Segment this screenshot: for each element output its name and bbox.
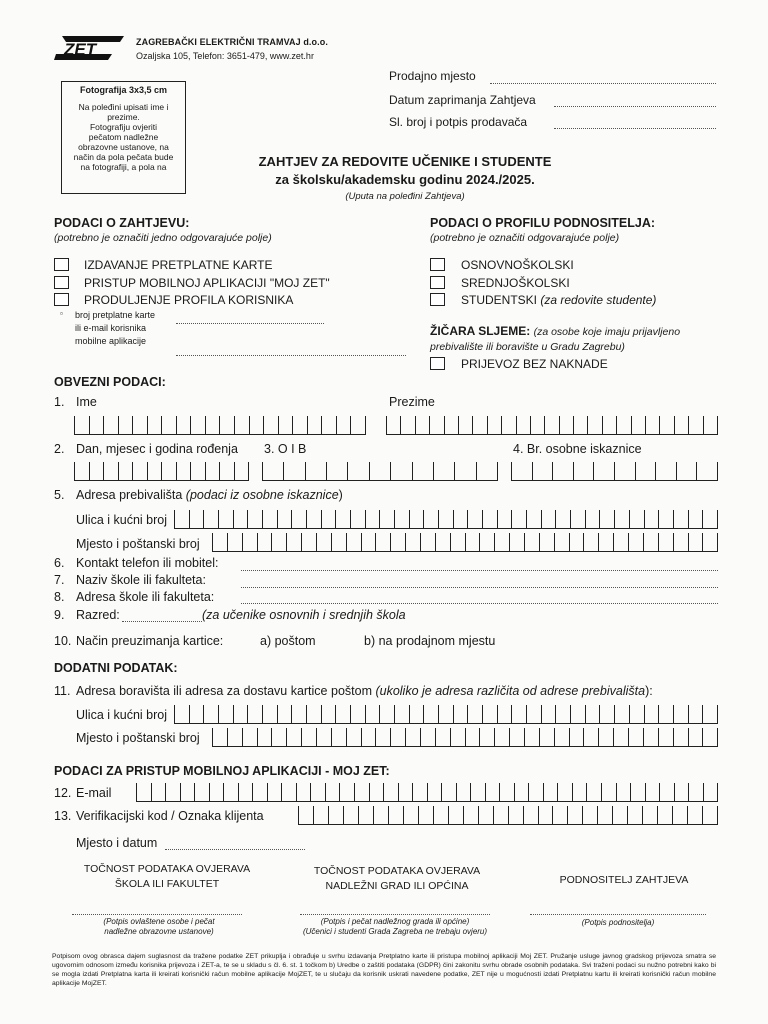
photo-title: Fotografija 3x3,5 cm bbox=[79, 85, 168, 95]
id-card-boxes[interactable] bbox=[511, 462, 718, 481]
student-note: (za redovite studente) bbox=[540, 293, 657, 307]
city-signature-note: (Potpis i pečat nadležnog grada ili općine) (Učenici i studenti Grada Zagreba ne trebaju ovjeru) bbox=[302, 917, 488, 936]
form-title: ZAHTJEV ZA REDOVITE UČENIKE I STUDENTE bbox=[258, 154, 552, 169]
name-label: Ime bbox=[76, 395, 97, 409]
oib-label: 3. O I B bbox=[264, 442, 307, 456]
cable-car-heading: ŽIČARA SLJEME: bbox=[430, 324, 531, 338]
email-boxes[interactable] bbox=[136, 783, 718, 802]
school-address-label: Adresa škole ili fakulteta: bbox=[76, 590, 215, 604]
checkbox-primary[interactable] bbox=[430, 258, 445, 271]
city-label: Mjesto i poštanski broj bbox=[76, 537, 200, 551]
receipt-date-label: Datum zaprimanja Zahtjeva bbox=[389, 93, 536, 107]
place-date-line[interactable] bbox=[165, 849, 305, 850]
request-note: (potrebno je označiti jedno odgovarajuće polje) bbox=[54, 232, 272, 244]
phone-line[interactable] bbox=[241, 570, 718, 571]
cable-car-line1 bbox=[430, 324, 680, 338]
school-verification-label: TOČNOST PODATAKA OVJERAVA ŠKOLA ILI FAKULTET bbox=[83, 863, 251, 890]
company-name: ZAGREBAČKI ELEKTRIČNI TRAMVAJ d.o.o. bbox=[136, 37, 328, 47]
school-name-label: Naziv škole ili fakulteta: bbox=[76, 573, 206, 587]
field-number: 9. bbox=[54, 608, 65, 622]
phone-label: Kontakt telefon ili mobitel: bbox=[76, 556, 219, 570]
cable-car-note-2: prebivalište ili boravište u Gradu Zagrebu) bbox=[430, 341, 625, 353]
field-number: 5. bbox=[54, 488, 65, 502]
grade-line[interactable] bbox=[122, 621, 202, 622]
mobile-heading: PODACI ZA PRISTUP MOBILNOJ APLIKACIJI - MOJ ZET: bbox=[54, 764, 390, 778]
mandatory-heading: OBVEZNI PODACI: bbox=[54, 375, 166, 389]
profile-heading: PODACI O PROFILU PODNOSITELJA: bbox=[430, 216, 656, 230]
field-number: 2. bbox=[54, 442, 65, 456]
residence-label: Adresa prebivališta (podaci iz osobne iskaznice) bbox=[76, 488, 343, 502]
alt-street-boxes[interactable] bbox=[174, 705, 718, 724]
checkbox-mobile-app[interactable] bbox=[54, 276, 69, 289]
verification-code-label: Verifikacijski kod / Oznaka klijenta bbox=[76, 809, 264, 823]
city-verification-label: TOČNOST PODATAKA OVJERAVA NADLEŽNI GRAD ILI OPĆINA bbox=[313, 865, 481, 892]
option-issue-card: IZDAVANJE PRETPLATNE KARTE bbox=[84, 258, 273, 272]
checkbox-issue-card[interactable] bbox=[54, 258, 69, 271]
photo-instruction: obrazovne ustanove, na bbox=[78, 142, 169, 152]
pickup-option-store[interactable]: b) na prodajnom mjestu bbox=[364, 634, 496, 648]
checkbox-student[interactable] bbox=[430, 293, 445, 306]
applicant-signature-line[interactable] bbox=[530, 914, 706, 915]
field-number: 13. bbox=[54, 809, 72, 823]
checkbox-secondary[interactable] bbox=[430, 276, 445, 289]
form-subtitle: za školsku/akademsku godinu 2024./2025. bbox=[275, 172, 535, 187]
photo-instruction: Na poleđini upisati ime i bbox=[78, 102, 169, 112]
pickup-label: Način preuzimanja kartice: bbox=[76, 634, 224, 648]
form-title-note: (Uputa na poleđini Zahtjeva) bbox=[345, 191, 465, 202]
school-address-line[interactable] bbox=[241, 603, 718, 604]
photo-instruction: način da pola pečata bude bbox=[73, 152, 174, 162]
surname-label: Prezime bbox=[389, 395, 435, 409]
city-signature-line[interactable] bbox=[300, 914, 490, 915]
field-number: 11. bbox=[54, 684, 71, 698]
dob-label: Dan, mjesec i godina rođenja bbox=[76, 442, 238, 456]
option-mobile-app: PRISTUP MOBILNOJ APLIKACIJI "MOJ ZET" bbox=[84, 276, 330, 290]
place-date-label: Mjesto i datum bbox=[76, 836, 158, 850]
seller-id-label: Sl. broj i potpis prodavača bbox=[389, 115, 528, 129]
alt-address-note: (ukoliko je adresa različita od adrese prebivališta bbox=[375, 684, 646, 698]
alt-street-label: Ulica i kućni broj bbox=[76, 708, 168, 722]
street-boxes[interactable] bbox=[174, 510, 718, 529]
logo-text: ZET bbox=[64, 40, 97, 59]
photo-instruction: Fotografiju ovjeriti bbox=[89, 122, 158, 132]
applicant-signature-note: (Potpis podnositelja) bbox=[581, 918, 655, 927]
alt-address-label: Adresa boravišta ili adresa za dostavu kartice poštom (ukoliko je adresa različita od adrese prebivališta): bbox=[76, 684, 653, 698]
sales-point-label: Prodajno mjesto bbox=[389, 69, 476, 83]
alt-city-boxes[interactable] bbox=[212, 728, 718, 747]
photo-box bbox=[61, 81, 186, 194]
photo-instruction: pečatom nadležne bbox=[88, 132, 159, 142]
cable-car-note: (za osobe koje imaju prijavljeno bbox=[533, 326, 681, 338]
option-primary: OSNOVNOŠKOLSKI bbox=[461, 258, 574, 272]
bullet-icon: ▫ bbox=[60, 309, 63, 318]
residence-note: (podaci iz osobne iskaznice bbox=[185, 488, 339, 502]
card-number-label: broj pretplatne karte ili e-mail korisnika mobilne aplikacije bbox=[75, 310, 156, 346]
verification-code-boxes[interactable] bbox=[298, 806, 718, 825]
grade-note: (za učenike osnovnih i srednjih škola bbox=[202, 608, 406, 622]
grade-label: Razred: bbox=[76, 608, 120, 622]
additional-heading: DODATNI PODATAK: bbox=[54, 661, 178, 675]
photo-instruction: na fotografiji, a pola na bbox=[80, 162, 167, 172]
receipt-date-line[interactable] bbox=[554, 106, 716, 107]
surname-boxes[interactable] bbox=[386, 416, 718, 435]
card-number-line-1[interactable] bbox=[176, 323, 324, 324]
option-profile-renewal: PRODULJENJE PROFILA KORISNIKA bbox=[84, 293, 294, 307]
field-number: 7. bbox=[54, 573, 65, 587]
field-number: 10. bbox=[54, 634, 72, 648]
seller-id-line[interactable] bbox=[554, 128, 716, 129]
option-secondary: SREDNJOŠKOLSKI bbox=[461, 276, 570, 290]
email-label: E-mail bbox=[76, 786, 112, 800]
id-card-label: 4. Br. osobne iskaznice bbox=[513, 442, 642, 456]
city-boxes[interactable] bbox=[212, 533, 718, 552]
gdpr-footer: Potpisom ovog obrasca dajem suglasnost da tražene podatke ZET prikuplja i obrađuje u svrhu izdavanja Pretplatno karte ili pristupa mobilnoj aplikaciji Moj ZET. Pružanje usluge javnog gradskog prijevoza smatra se ugovornim odnosom između korisnika prijevoza i ZET-a, te se u skladu s čl. 6. st. 1 točkom b) Uredbe o zaštiti podataka (GDPR) čini zakonitu svrhu obrade osobnih podataka. Svi traženi podaci su nužno potrebni kako bi se mogla izdati Pretplatna karta ili kreirati korisnički račun mobilne aplikacije MojZET, te u slučaju da korisnik uskrati navedene podatke, ZET nije u mogućnosti izdati Pretplatnu kartu ili kreirati korisnički račun mobilne aplikacije MojZET. bbox=[52, 953, 716, 987]
field-number: 12. bbox=[54, 786, 72, 800]
zet-logo bbox=[54, 36, 124, 60]
name-boxes[interactable] bbox=[74, 416, 366, 435]
field-number: 6. bbox=[54, 556, 65, 570]
option-free-transport: PRIJEVOZ BEZ NAKNADE bbox=[461, 357, 608, 371]
profile-note: (potrebno je označiti odgovarajuće polje) bbox=[430, 232, 620, 244]
request-heading: PODACI O ZAHTJEVU: bbox=[54, 216, 190, 230]
field-number: 8. bbox=[54, 590, 65, 604]
alt-city-label: Mjesto i poštanski broj bbox=[76, 731, 200, 745]
checkbox-profile-renewal[interactable] bbox=[54, 293, 69, 306]
field-number: 1. bbox=[54, 395, 65, 409]
company-address: Ozaljska 105, Telefon: 3651-479, www.zet.hr bbox=[136, 51, 314, 61]
card-number-line-2[interactable] bbox=[176, 355, 406, 356]
street-label: Ulica i kućni broj bbox=[76, 513, 168, 527]
photo-instruction: prezime. bbox=[107, 112, 140, 122]
sales-point-line[interactable] bbox=[490, 83, 716, 84]
school-signature-line[interactable] bbox=[72, 914, 242, 915]
option-student: STUDENTSKI (za redovite studente) bbox=[461, 293, 657, 307]
applicant-label: PODNOSITELJ ZAHTJEVA bbox=[559, 874, 689, 886]
school-name-line[interactable] bbox=[241, 587, 718, 588]
school-signature-note: (Potpis ovlaštene osobe i pečat nadležne obrazovne ustanove) bbox=[103, 917, 215, 936]
pickup-option-post[interactable]: a) poštom bbox=[260, 634, 316, 648]
oib-boxes[interactable] bbox=[262, 462, 498, 481]
checkbox-free-transport[interactable] bbox=[430, 357, 445, 370]
dob-boxes[interactable] bbox=[74, 462, 249, 481]
